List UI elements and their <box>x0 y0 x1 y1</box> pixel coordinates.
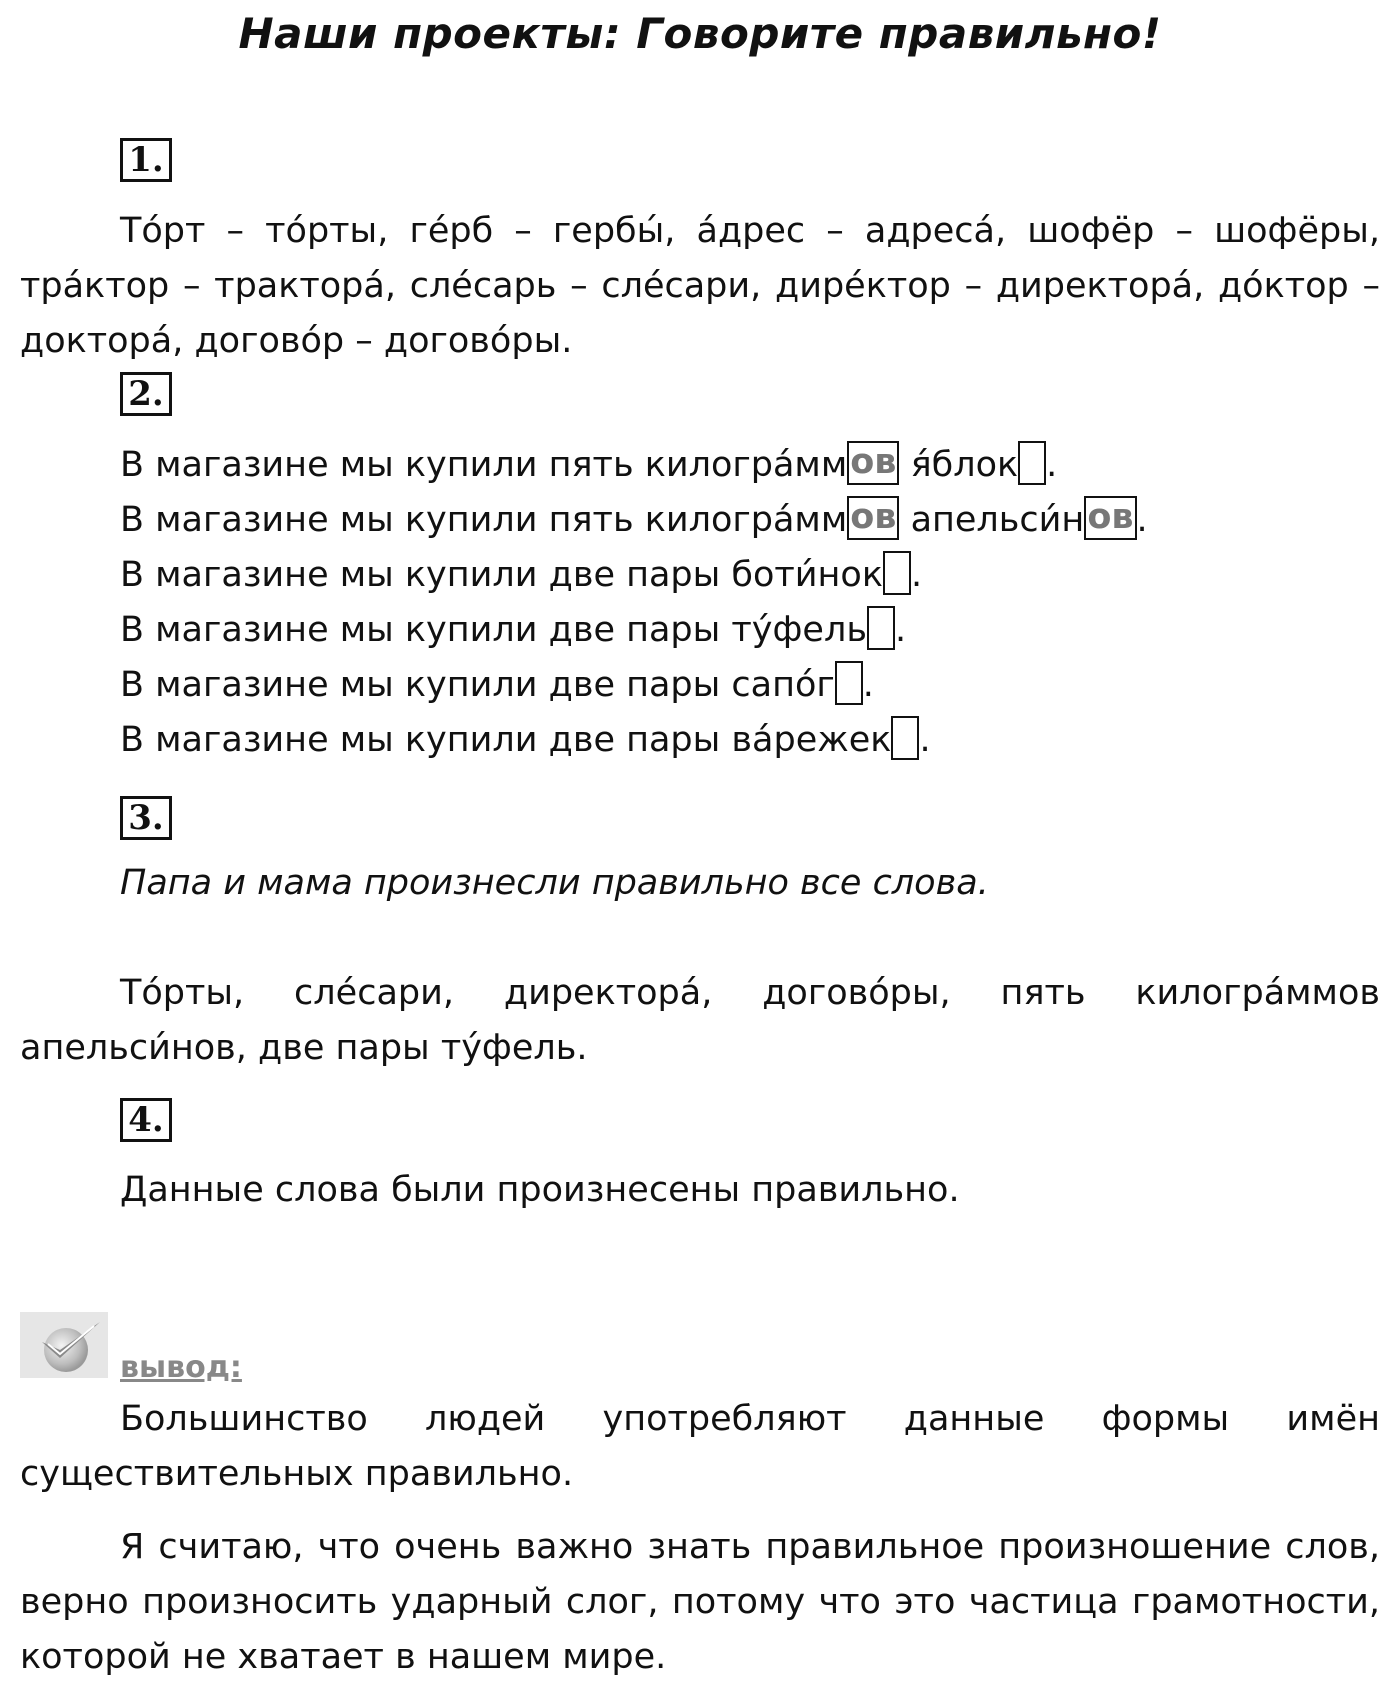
section-number-1: 1. <box>120 138 172 182</box>
line-text: В магазине мы купили две пары боти́нок <box>120 555 883 595</box>
line-text: В магазине мы купили две пары сапо́г <box>120 665 835 705</box>
answer-box <box>883 551 911 595</box>
line-text: апельси́н <box>899 500 1085 540</box>
line-punct: . <box>919 720 931 760</box>
answer-box <box>867 606 895 650</box>
line-text: В магазине мы купили две пары ту́фель <box>120 610 867 650</box>
line-punct: . <box>1136 500 1148 540</box>
section2-line-6 <box>120 713 1380 768</box>
section2-line-1 <box>120 438 1380 493</box>
section2-line-5 <box>120 658 1380 713</box>
line-punct: . <box>1046 445 1058 485</box>
conclusion-label: вывод: <box>120 1350 242 1385</box>
answer-box: ов <box>847 496 899 540</box>
line-text: я́блок <box>899 445 1019 485</box>
line-text: В магазине мы купили пять килогра́мм <box>120 500 848 540</box>
section-number-3: 3. <box>120 796 172 840</box>
line-text: В магазине мы купили две пары ва́режек <box>120 720 892 760</box>
answer-box: ов <box>847 441 899 485</box>
section-number-4: 4. <box>120 1098 172 1142</box>
section-number-2: 2. <box>120 372 172 416</box>
section4-text: Данные слова были произнесены правильно. <box>120 1170 960 1210</box>
section3-text: То́рты, сле́сари, директора́, догово́ры, пять килогра́ммов апельси́нов, две пары ту́фель. <box>20 973 1380 1068</box>
section2-line-4 <box>120 603 1380 658</box>
checkmark-icon <box>20 1312 108 1378</box>
answer-box: ов <box>1084 496 1136 540</box>
line-text: В магазине мы купили пять килогра́мм <box>120 445 848 485</box>
section2-line-3 <box>120 548 1380 603</box>
line-punct: . <box>894 610 907 650</box>
page-title: Наши проекты: Говорите правильно! <box>238 9 1162 58</box>
conclusion-paragraph-1: Большинство людей употребляют данные формы имён существительных правильно. <box>20 1399 1380 1494</box>
section3-italic-text: Папа и мама произнесли правильно все слова. <box>120 863 989 903</box>
answer-box <box>891 716 919 760</box>
answer-box <box>1018 441 1046 485</box>
answer-box <box>835 661 863 705</box>
line-punct: . <box>862 665 874 705</box>
conclusion-paragraph-2: Я считаю, что очень важно знать правильное произношение слов, верно произносить ударный слог, потому что это частица грамотности, которой не хватает в нашем мире. <box>20 1527 1380 1677</box>
line-punct: . <box>910 555 923 595</box>
section2-line-2 <box>120 493 1380 548</box>
section1-text: То́рт – то́рты, ге́рб – гербы́, а́дрес – адреса́, шофёр – шофёры, тра́ктор – трактора́, сле́сарь – сле́сари, дире́ктор – директора́, до́ктор – доктора́, догово́р – догово́ры. <box>20 211 1380 361</box>
